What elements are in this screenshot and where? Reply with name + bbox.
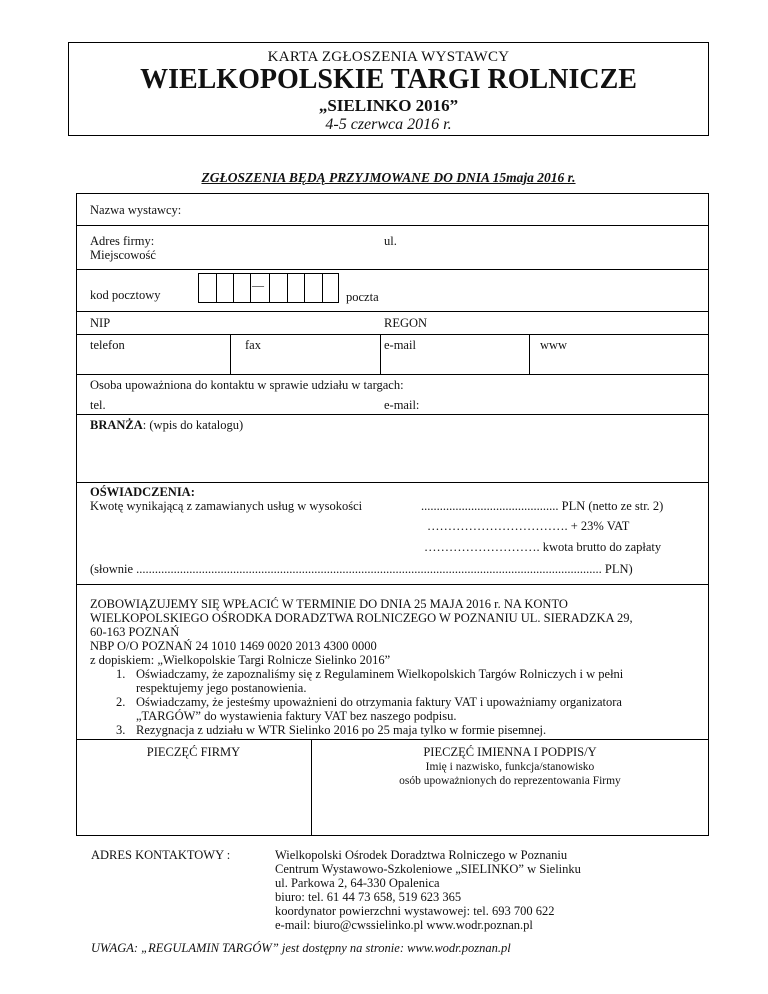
regon-label: REGON bbox=[384, 316, 428, 330]
declarations-heading: OŚWIADCZENIA: bbox=[90, 485, 195, 499]
postal-code-label: kod pocztowy bbox=[90, 288, 161, 302]
contact-tel-label: tel. bbox=[90, 398, 106, 412]
industry-label: BRANŻA: (wpis do katalogu) bbox=[90, 418, 244, 432]
amount-label: Kwotę wynikającą z zamawianych usług w wysokości bbox=[90, 499, 363, 513]
nip-label: NIP bbox=[90, 316, 111, 330]
contact-line: e-mail: biuro@cwssielinko.pl www.wodr.poznan.pl bbox=[275, 918, 533, 932]
footer-note: UWAGA: „REGULAMIN TARGÓW” jest dostępny na stronie: www.wodr.poznan.pl bbox=[91, 941, 511, 955]
row-divider bbox=[76, 584, 709, 585]
contact-address-label: ADRES KONTAKTOWY : bbox=[91, 848, 231, 862]
phone-label: telefon bbox=[90, 338, 125, 352]
statement-text: respektujemy jego postanowienia. bbox=[136, 681, 307, 695]
row-divider bbox=[76, 225, 709, 226]
name-stamp-label: PIECZĘĆ IMIENNA I PODPIS/Y bbox=[423, 745, 597, 759]
payment-line-1: ZOBOWIĄZUJEMY SIĘ WPŁACIĆ W TERMINIE DO DNIA 25 MAJA 2016 r. NA KONTO bbox=[90, 597, 568, 611]
contact-line: Wielkopolski Ośrodek Doradztwa Rolniczego w Poznaniu bbox=[275, 848, 568, 862]
amount-net: ............................................ PLN (netto ze str. 2) bbox=[421, 499, 664, 513]
statement-text: „TARGÓW” do wystawienia faktury VAT bez naszego podpisu. bbox=[136, 709, 457, 723]
column-divider bbox=[230, 334, 231, 374]
exhibitor-name-label: Nazwa wystawcy: bbox=[90, 203, 182, 217]
row-divider bbox=[76, 414, 709, 415]
payment-note: z dopiskiem: „Wielkopolskie Targi Rolnicze Sielinko 2016” bbox=[90, 653, 391, 667]
deadline-notice: ZGŁOSZENIA BĘDĄ PRZYJMOWANE DO DNIA 15maja 2016 r. bbox=[201, 170, 576, 185]
name-stamp-subtitle: Imię i nazwisko, funkcja/stanowisko bbox=[425, 761, 595, 773]
post-office-label: poczta bbox=[346, 290, 379, 304]
postal-dash: — bbox=[252, 278, 264, 292]
company-address-label: Adres firmy: bbox=[90, 234, 155, 248]
vat-line: ……………………………. + 23% VAT bbox=[427, 519, 630, 533]
statement-number: 1. bbox=[116, 667, 126, 681]
row-divider bbox=[76, 482, 709, 483]
row-divider bbox=[76, 374, 709, 375]
postal-code-boxes[interactable] bbox=[198, 273, 339, 303]
statement-number: 2. bbox=[116, 695, 126, 709]
row-divider bbox=[76, 334, 709, 335]
street-label: ul. bbox=[384, 234, 397, 248]
contact-line: ul. Parkowa 2, 64-330 Opalenica bbox=[275, 876, 440, 890]
statement-number: 3. bbox=[116, 723, 126, 737]
payment-line-3: 60-163 POZNAŃ bbox=[90, 625, 180, 639]
event-name: „SIELINKO 2016” bbox=[318, 96, 459, 115]
contact-line: biuro: tel. 61 44 73 658, 519 623 365 bbox=[275, 890, 462, 904]
contact-person-label: Osoba upoważniona do kontaktu w sprawie udziału w targach: bbox=[90, 378, 404, 392]
row-divider bbox=[76, 269, 709, 270]
payment-line-2: WIELKOPOLSKIEGO OŚRODKA DORADZTWA ROLNICZEGO W POZNANIU UL. SIERADZKA 29, bbox=[90, 611, 633, 625]
row-divider bbox=[76, 311, 709, 312]
email-label: e-mail bbox=[384, 338, 416, 352]
fax-label: fax bbox=[245, 338, 261, 352]
name-stamp-subtitle: osób upoważnionych do reprezentowania Firmy bbox=[399, 775, 621, 787]
event-title: WIELKOPOLSKIE TARGI ROLNICZE bbox=[140, 64, 637, 95]
statement-text: Oświadczamy, że zapoznaliśmy się z Regulaminem Wielkopolskich Targów Rolniczych i w pełni bbox=[136, 667, 624, 681]
gross-line: ………………………. kwota brutto do zapłaty bbox=[424, 540, 662, 554]
column-divider bbox=[380, 334, 381, 374]
statement-text: Oświadczamy, że jesteśmy upoważnieni do otrzymania faktury VAT i upoważniamy organizatora bbox=[136, 695, 622, 709]
amount-in-words: (słownie ..................................................................................................................................................... PLN) bbox=[90, 562, 633, 576]
contact-email-label: e-mail: bbox=[384, 398, 420, 412]
city-label: Miejscowość bbox=[90, 248, 156, 262]
statement-text: Rezygnacja z udziału w WTR Sielinko 2016 po 25 maja tylko w formie pisemnej. bbox=[136, 723, 547, 737]
contact-line: koordynator powierzchni wystawowej: tel. 693 700 622 bbox=[275, 904, 555, 918]
row-divider bbox=[76, 739, 709, 740]
www-label: www bbox=[540, 338, 568, 352]
form-label: KARTA ZGŁOSZENIA WYSTAWCY bbox=[267, 49, 510, 65]
event-dates: 4-5 czerwca 2016 r. bbox=[325, 116, 452, 133]
contact-line: Centrum Wystawowo-Szkoleniowe „SIELINKO” w Sielinku bbox=[275, 862, 581, 876]
company-stamp-label: PIECZĘĆ FIRMY bbox=[146, 745, 241, 759]
bank-account: NBP O/O POZNAŃ 24 1010 1469 0020 2013 4300 0000 bbox=[90, 639, 377, 653]
column-divider bbox=[529, 334, 530, 374]
